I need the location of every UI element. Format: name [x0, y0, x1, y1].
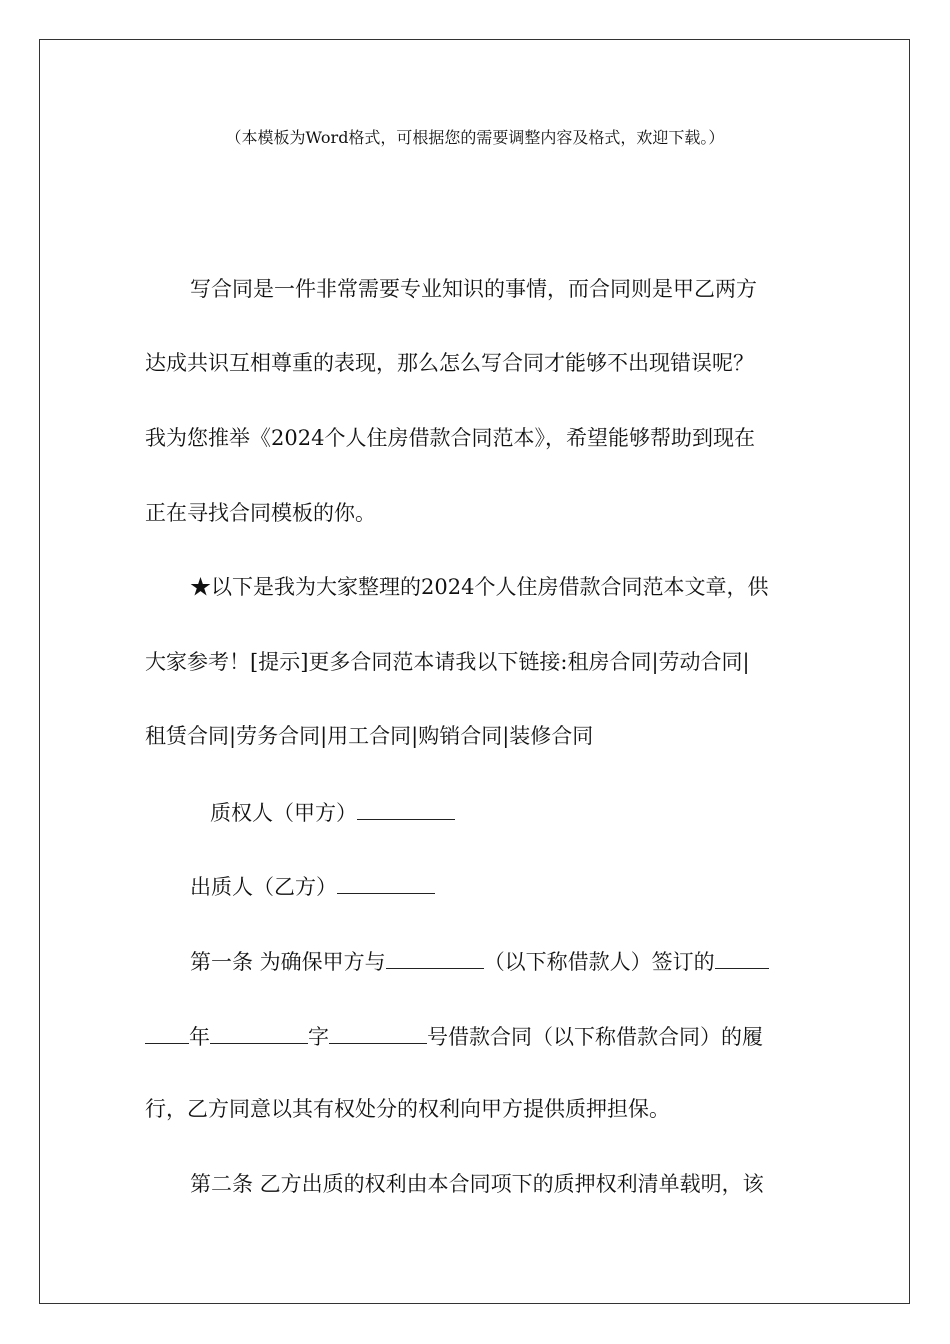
article1-part4: 字 — [308, 1025, 329, 1049]
article2-line-1: 第二条 乙方出质的权利由本合同项下的质押权利清单载明，该 — [190, 1172, 764, 1196]
pledgee-line — [210, 797, 455, 827]
notice-line-3: 租赁合同|劳务合同|用工合同|购销合同|装修合同 — [145, 724, 594, 748]
article1-line-2 — [145, 1021, 763, 1051]
article1-line-1 — [190, 946, 769, 976]
notice-line-2: 大家参考！[提示]更多合同范本请我以下链接:租房合同|劳动合同| — [145, 650, 750, 674]
article1-part3: 年 — [189, 1025, 210, 1049]
article1-part5: 号借款合同（以下称借款合同）的履 — [427, 1025, 763, 1049]
year-blank-a[interactable] — [715, 946, 769, 969]
pledgor-line — [190, 871, 435, 901]
template-note: （本模板为Word格式，可根据您的需要调整内容及格式，欢迎下载。） — [225, 128, 725, 147]
intro-line-2: 达成共识互相尊重的表现，那么怎么写合同才能够不出现错误呢？ — [145, 351, 754, 375]
intro-line-4: 正在寻找合同模板的你。 — [145, 501, 376, 525]
article1-line-3: 行，乙方同意以其有权处分的权利向甲方提供质押担保。 — [145, 1097, 670, 1121]
year-blank-b[interactable] — [145, 1021, 189, 1044]
article1-part2: （以下称借款人）签订的 — [483, 950, 715, 974]
intro-line-3: 我为您推举《2024个人住房借款合同范本》，希望能够帮助到现在 — [145, 426, 755, 450]
notice-line-1: ★以下是我为大家整理的2024个人住房借款合同范本文章，供 — [190, 575, 769, 599]
pledgee-blank[interactable] — [357, 797, 455, 820]
pledgee-label: 质权人（甲方） — [210, 801, 357, 825]
pledgor-label: 出质人（乙方） — [190, 875, 337, 899]
pledgor-blank[interactable] — [337, 871, 435, 894]
article1-part1: 第一条 为确保甲方与 — [190, 950, 386, 974]
intro-line-1: 写合同是一件非常需要专业知识的事情，而合同则是甲乙两方 — [190, 277, 757, 301]
borrower-blank[interactable] — [386, 946, 484, 969]
number-blank[interactable] — [329, 1021, 427, 1044]
word-blank[interactable] — [210, 1021, 308, 1044]
